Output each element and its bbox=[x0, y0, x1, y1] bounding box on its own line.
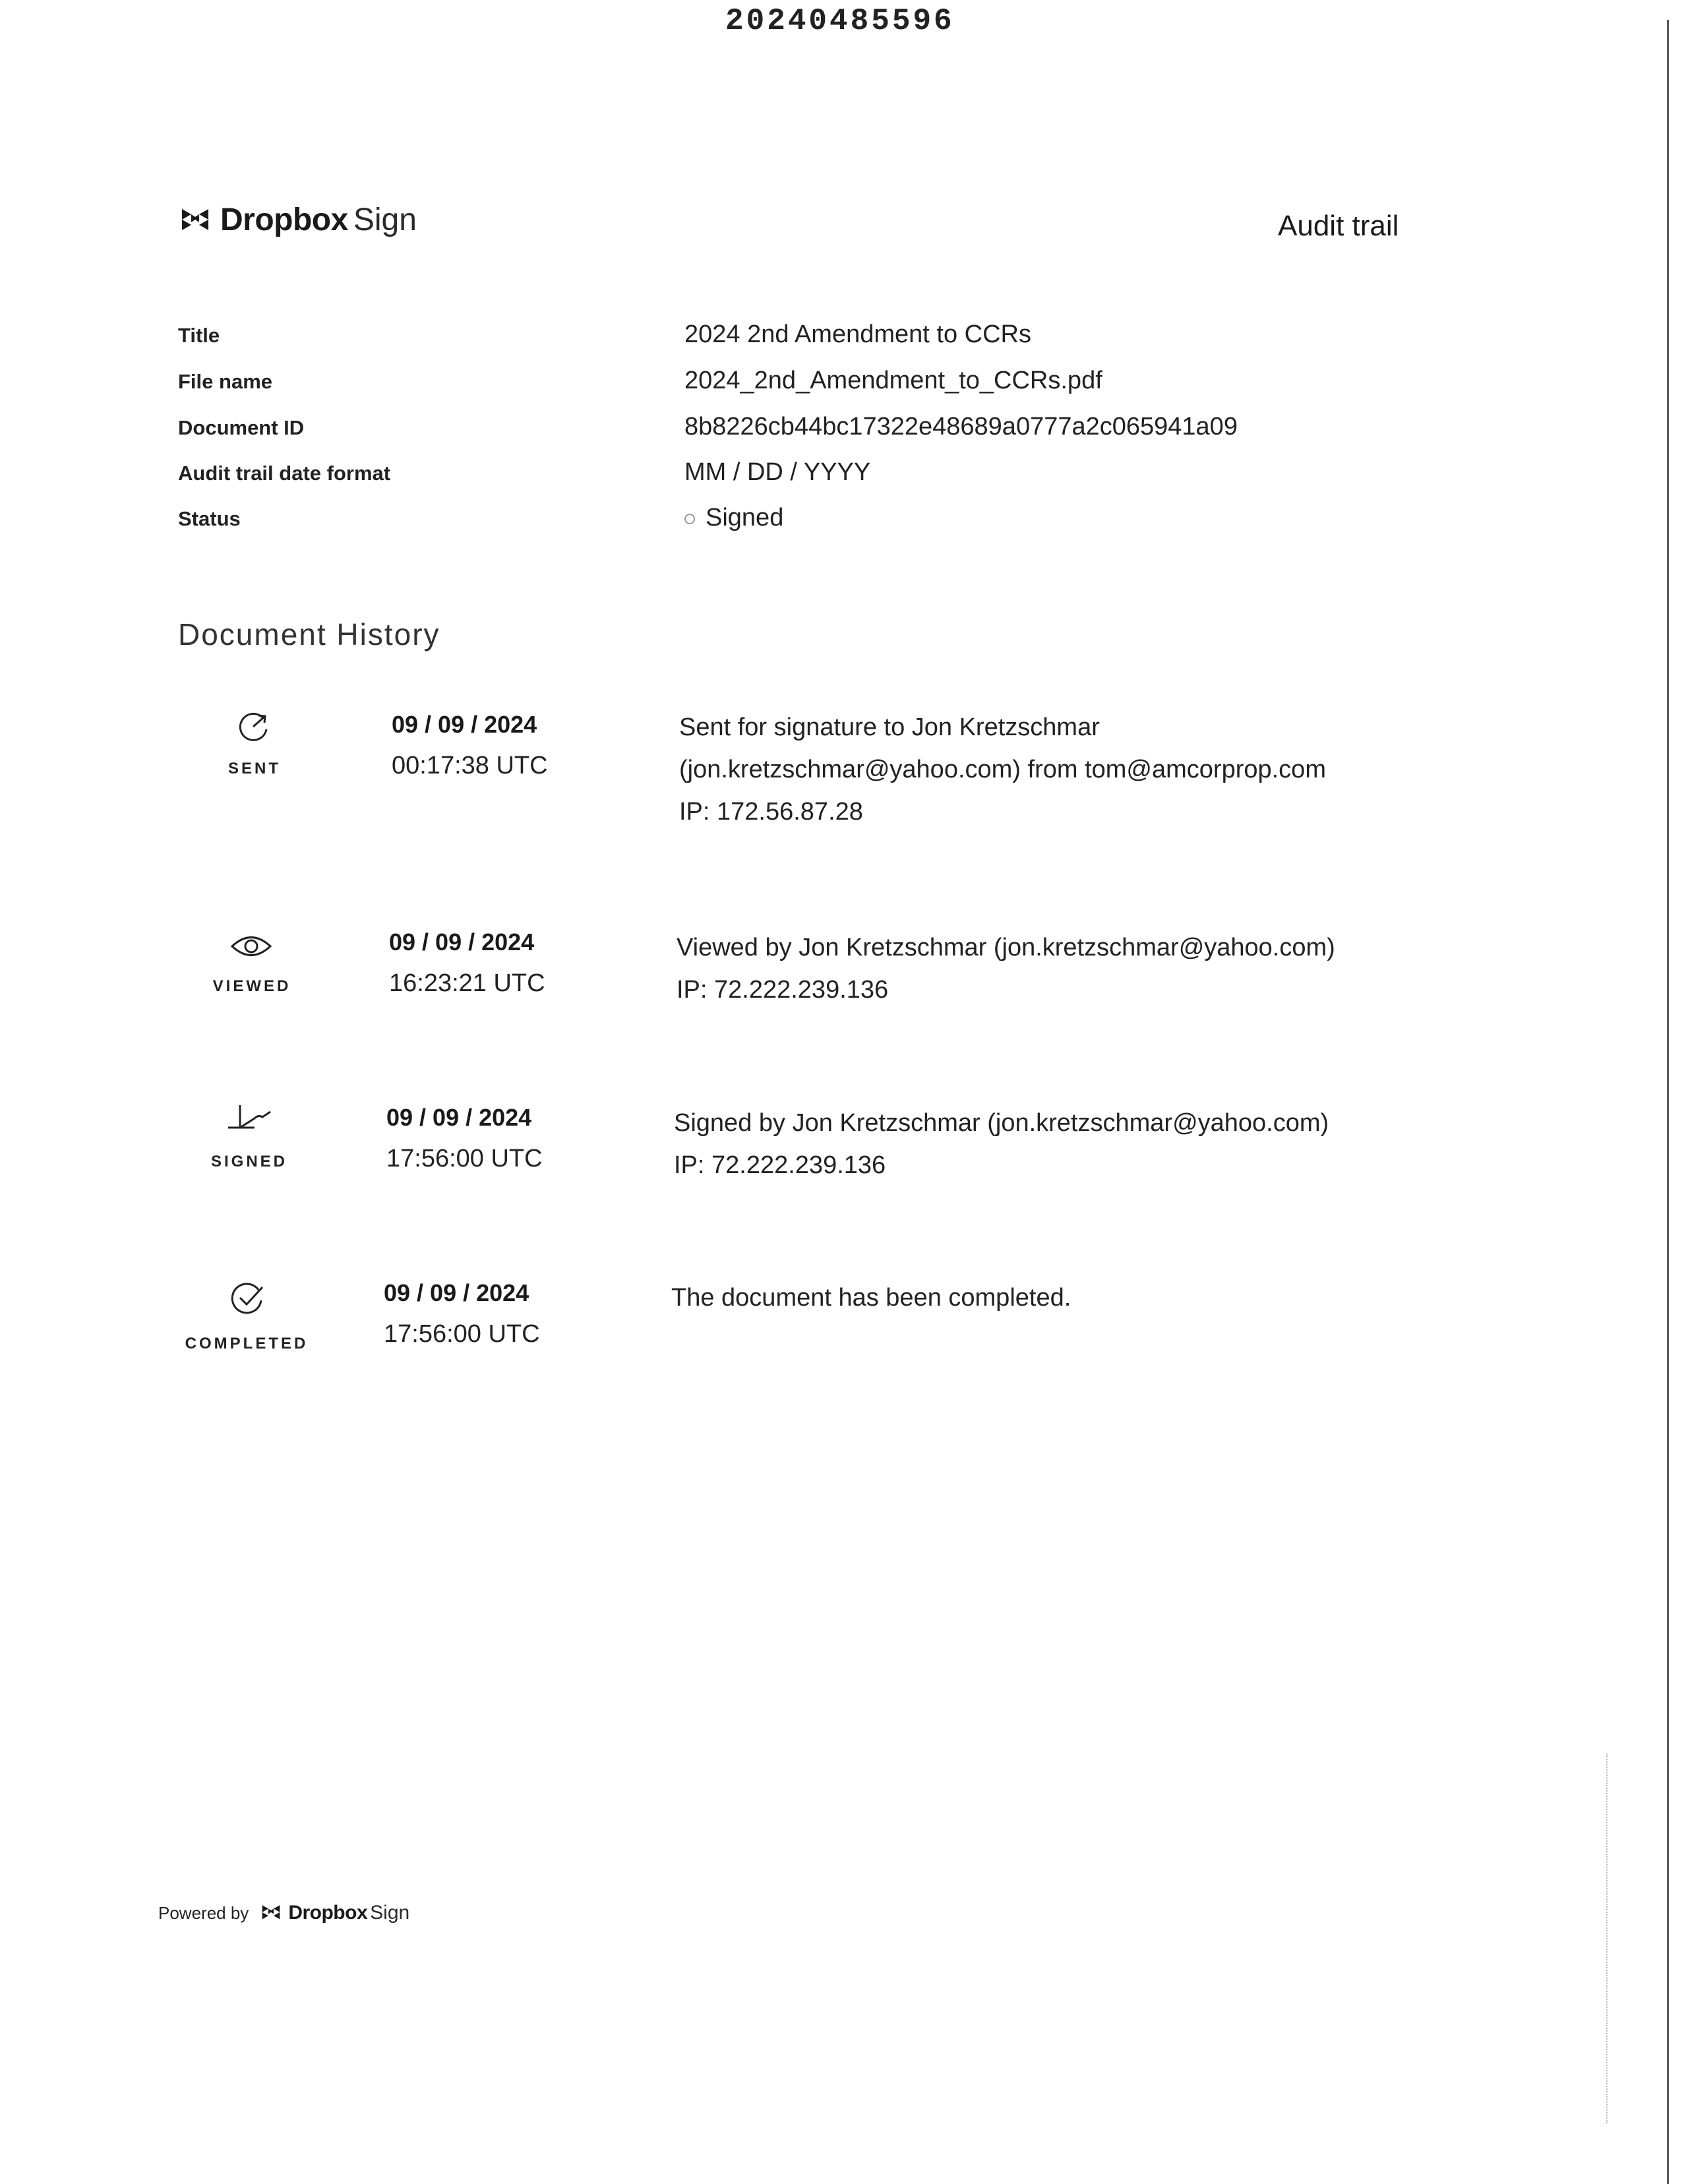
footer-brand-name: Dropbox bbox=[288, 1902, 368, 1924]
date-format-label: Audit trail date format bbox=[178, 462, 391, 485]
brand-product: Sign bbox=[353, 202, 417, 237]
file-name-label: File name bbox=[178, 370, 272, 393]
date-format-value: MM / DD / YYYY bbox=[684, 458, 871, 486]
event-line: IP: 172.56.87.28 bbox=[679, 798, 863, 826]
dropbox-logo-icon bbox=[179, 205, 211, 235]
status-value bbox=[684, 504, 783, 532]
event-line: IP: 72.222.239.136 bbox=[677, 976, 889, 1004]
event-description bbox=[674, 1102, 1329, 1186]
event-tag: SENT bbox=[227, 760, 281, 777]
signature-icon bbox=[224, 1101, 274, 1138]
event-line: Signed by Jon Kretzschmar (jon.kretzschmar@yahoo.com) bbox=[674, 1109, 1329, 1137]
event-tag: VIEWED bbox=[212, 977, 291, 995]
scan-edge-dots bbox=[1606, 1754, 1608, 2123]
event-date: 09 / 09 / 2024 bbox=[384, 1279, 529, 1306]
check-circle-icon bbox=[227, 1278, 268, 1322]
footer-branding bbox=[158, 1902, 409, 1924]
event-description bbox=[677, 926, 1335, 1011]
title-label: Title bbox=[178, 324, 220, 347]
event-date: 09 / 09 / 2024 bbox=[386, 1104, 532, 1131]
document-id-value: 8b8226cb44bc17322e48689a0777a2c065941a09 bbox=[684, 413, 1238, 440]
file-name-value: 2024_2nd_Amendment_to_CCRs.pdf bbox=[684, 367, 1102, 394]
event-tag: SIGNED bbox=[210, 1153, 287, 1170]
event-tag: COMPLETED bbox=[185, 1335, 309, 1352]
event-time: 00:17:38 UTC bbox=[392, 752, 548, 779]
event-line: Viewed by Jon Kretzschmar (jon.kretzschmar@yahoo.com) bbox=[677, 934, 1335, 961]
history-title: Document History bbox=[178, 617, 440, 652]
eye-icon bbox=[229, 931, 273, 965]
document-id-label: Document ID bbox=[178, 416, 305, 439]
event-time: 17:56:00 UTC bbox=[384, 1320, 540, 1348]
status-indicator-icon bbox=[684, 514, 695, 524]
event-line: (jon.kretzschmar@yahoo.com) from tom@amcorprop.com bbox=[679, 756, 1326, 783]
title-value: 2024 2nd Amendment to CCRs bbox=[684, 320, 1031, 348]
event-time: 17:56:00 UTC bbox=[386, 1145, 543, 1172]
event-date: 09 / 09 / 2024 bbox=[389, 928, 535, 956]
event-line: IP: 72.222.239.136 bbox=[674, 1151, 886, 1179]
event-line: Sent for signature to Jon Kretzschmar bbox=[679, 713, 1100, 741]
footer-brand-product: Sign bbox=[370, 1902, 410, 1924]
header-logo bbox=[179, 202, 417, 238]
brand-name: Dropbox bbox=[220, 202, 348, 237]
event-time: 16:23:21 UTC bbox=[389, 969, 545, 997]
scan-edge-line bbox=[1667, 20, 1669, 2184]
document-number: 20240485596 bbox=[725, 4, 955, 38]
powered-by-label: Powered by bbox=[158, 1902, 249, 1923]
event-date: 09 / 09 / 2024 bbox=[392, 711, 537, 738]
page-title: Audit trail bbox=[1278, 210, 1399, 242]
status-text: Signed bbox=[706, 504, 784, 531]
status-label: Status bbox=[178, 507, 241, 530]
event-line: The document has been completed. bbox=[671, 1284, 1071, 1312]
sent-icon bbox=[233, 707, 274, 751]
dropbox-logo-icon bbox=[260, 1902, 282, 1924]
event-description bbox=[671, 1277, 1071, 1319]
event-description bbox=[679, 706, 1326, 833]
